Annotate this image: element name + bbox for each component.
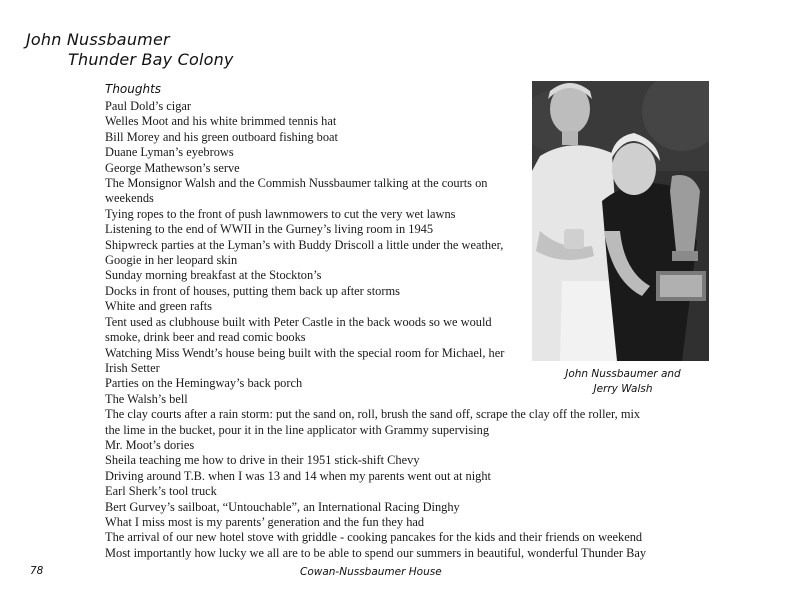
thought-line: The Walsh’s bell: [105, 391, 188, 406]
thought-line: The Monsignor Walsh and the Commish Nussbaumer talking at the courts on: [105, 176, 488, 191]
photo: [532, 81, 709, 361]
thought-line: Googie in her leopard skin: [105, 253, 238, 268]
caption-line-2: Jerry Walsh: [593, 383, 653, 395]
thought-line: weekends: [105, 191, 154, 206]
thought-line: George Mathewson’s serve: [105, 160, 240, 175]
page-number: 78: [30, 565, 44, 577]
thought-line: Irish Setter: [105, 360, 160, 375]
thought-line: Tent used as clubhouse built with Peter Castle in the back woods so we would: [105, 314, 492, 329]
thought-line: Shipwreck parties at the Lyman’s with Buddy Driscoll a little under the weather,: [105, 237, 504, 252]
thought-line: Earl Sherk’s tool truck: [105, 484, 217, 499]
thought-line: Welles Moot and his white brimmed tennis hat: [105, 114, 337, 129]
thought-line: Docks in front of houses, putting them back up after storms: [105, 283, 400, 298]
thought-line: The arrival of our new hotel stove with griddle - cooking pancakes for the kids and their friends on weekend: [105, 530, 643, 545]
thought-line: Sunday morning breakfast at the Stockton’s: [105, 268, 322, 283]
photo-caption: [548, 367, 698, 397]
thought-line: The clay courts after a rain storm: put the sand on, roll, brush the sand off, scrape the clay off the roller, mix: [105, 407, 641, 422]
thought-line: Paul Dold’s cigar: [105, 99, 192, 113]
thought-line: Bert Gurvey’s sailboat, “Untouchable”, an International Racing Dinghy: [105, 499, 460, 514]
caption-line-1: John Nussbaumer and: [565, 368, 681, 380]
thought-line: Bill Morey and his green outboard fishing boat: [105, 129, 338, 144]
thought-line: Mr. Moot’s dories: [105, 437, 195, 452]
thought-line: What I miss most is my parents’ generation and the fun they had: [105, 514, 425, 529]
colony-name: Thunder Bay Colony: [68, 50, 234, 69]
thought-line: Tying ropes to the front of push lawnmowers to cut the very wet lawns: [105, 206, 456, 221]
author-name: John Nussbaumer: [26, 30, 170, 49]
thought-line: White and green rafts: [105, 299, 212, 314]
thought-line: Parties on the Hemingway’s back porch: [105, 376, 303, 391]
thought-line: Listening to the end of WWII in the Gurney’s living room in 1945: [105, 222, 434, 237]
thought-line: smoke, drink beer and read comic books: [105, 330, 306, 345]
thought-line: Most importantly how lucky we all are to be able to spend our summers in beautiful, wonderful Thunder Bay: [105, 545, 647, 560]
thought-line: the lime in the bucket, pour it in the line applicator with Grammy supervising: [105, 422, 490, 437]
thought-line: Driving around T.B. when I was 13 and 14 when my parents went out at night: [105, 468, 491, 483]
thought-line: Watching Miss Wendt’s house being built with the special room for Michael, her: [105, 345, 505, 360]
section-heading: Thoughts: [105, 82, 162, 96]
thought-line: Duane Lyman’s eyebrows: [105, 145, 234, 160]
thought-line: Sheila teaching me how to drive in their 1951 stick-shift Chevy: [105, 453, 420, 468]
photo-image: [532, 81, 709, 361]
footer-title: Cowan-Nussbaumer House: [300, 566, 442, 578]
